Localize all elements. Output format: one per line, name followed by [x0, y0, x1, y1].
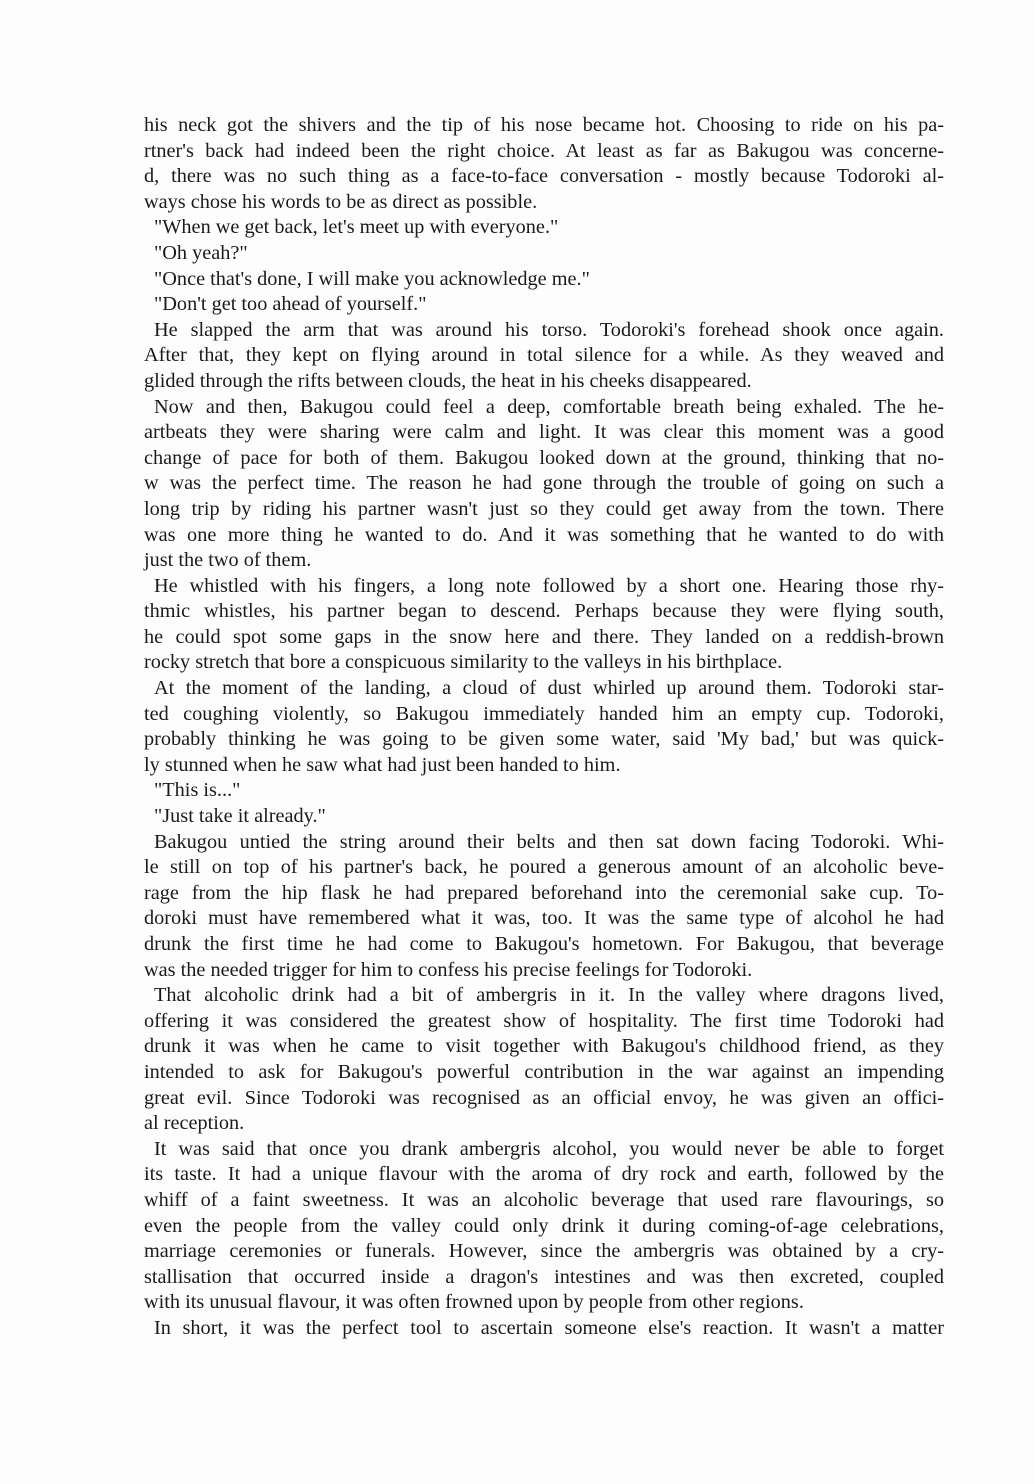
text-line: Now and then, Bakugou could feel a deep, comfortable breath being exhaled. The he-: [154, 395, 944, 418]
text-line: rage from the hip flask he had prepared beforehand into the ceremonial sake cup. To-: [144, 881, 944, 904]
text-line: al reception.: [144, 1112, 245, 1135]
text-line: le still on top of his partner's back, he poured a generous amount of an alcoholic beve-: [144, 856, 944, 879]
text-line: Bakugou untied the string around their belts and then sat down facing Todoroki. Whi-: [154, 830, 944, 853]
text-line: "Just take it already.": [154, 805, 326, 828]
text-line: That alcoholic drink had a bit of ambergris in it. In the valley where dragons lived,: [154, 984, 944, 1007]
text-line: "When we get back, let's meet up with everyone.": [154, 216, 559, 239]
text-line: great evil. Since Todoroki was recognised as an official envoy, he was given an offici-: [144, 1086, 944, 1109]
text-line: was the needed trigger for him to confess his precise feelings for Todoroki.: [144, 958, 753, 981]
text-line: "Oh yeah?": [154, 241, 248, 264]
text-line: marriage ceremonies or funerals. However, since the ambergris was obtained by a cry-: [144, 1240, 944, 1263]
text-line: change of pace for both of them. Bakugou looked down at the ground, thinking that no-: [144, 446, 944, 469]
text-line: "Don't get too ahead of yourself.": [154, 293, 427, 316]
text-line: "Once that's done, I will make you acknowledge me.": [154, 267, 590, 290]
text-line: He whistled with his fingers, a long note followed by a short one. Hearing those rhy-: [154, 574, 944, 597]
text-line: offering it was considered the greatest show of hospitality. The first time Todoroki had: [144, 1009, 944, 1032]
text-line: ly stunned when he saw what had just been handed to him.: [144, 753, 621, 776]
text-line: drunk it was when he came to visit together with Bakugou's childhood friend, as they: [144, 1035, 944, 1058]
text-line: just the two of them.: [144, 549, 312, 572]
text-line: stallisation that occurred inside a dragon's intestines and was then excreted, coupled: [144, 1265, 944, 1288]
text-line: "This is...": [154, 779, 241, 802]
text-line: In short, it was the perfect tool to ascertain someone else's reaction. It wasn't a matter: [154, 1316, 944, 1339]
text-line: probably thinking he was going to be given some water, said 'My bad,' but was quick-: [144, 728, 944, 751]
text-line: intended to ask for Bakugou's powerful contribution in the war against an impending: [144, 1060, 944, 1083]
text-line: its taste. It had a unique flavour with the aroma of dry rock and earth, followed by the: [144, 1163, 944, 1186]
text-line: rtner's back had indeed been the right choice. At least as far as Bakugou was concerne-: [144, 139, 944, 162]
text-line: doroki must have remembered what it was, too. It was the same type of alcohol he had: [144, 907, 944, 930]
text-line: he could spot some gaps in the snow here and there. They landed on a reddish-brown: [144, 625, 944, 648]
text-line: glided through the rifts between clouds, the heat in his cheeks disappeared.: [144, 369, 752, 392]
text-line: thmic whistles, his partner began to descend. Perhaps because they were flying south,: [144, 600, 944, 623]
text-line: It was said that once you drank ambergris alcohol, you would never be able to forget: [154, 1137, 944, 1160]
text-line: ways chose his words to be as direct as possible.: [144, 190, 538, 213]
text-line: drunk the first time he had come to Bakugou's hometown. For Bakugou, that beverage: [144, 933, 944, 955]
text-line: rocky stretch that bore a conspicuous similarity to the valleys in his birthplace.: [144, 651, 783, 674]
text-line: whiff of a faint sweetness. It was an alcoholic beverage that used rare flavourings, so: [144, 1188, 944, 1211]
text-line: with its unusual flavour, it was often frowned upon by people from other regions.: [144, 1291, 804, 1314]
text-line: his neck got the shivers and the tip of his nose became hot. Choosing to ride on his pa-: [144, 114, 944, 136]
text-line: He slapped the arm that was around his torso. Todoroki's forehead shook once again.: [154, 318, 944, 341]
text-line: w was the perfect time. The reason he had gone through the trouble of going on such a: [144, 472, 944, 495]
text-line: After that, they kept on flying around in total silence for a while. As they weaved and: [144, 344, 944, 367]
text-line: d, there was no such thing as a face-to-face conversation - mostly because Todoroki al-: [144, 165, 944, 188]
body-text: [144, 113, 944, 1342]
text-line: was one more thing he wanted to do. And it was something that he wanted to do with: [144, 523, 944, 546]
text-line: even the people from the valley could only drink it during coming-of-age celebrations,: [144, 1214, 944, 1237]
text-line: artbeats they were sharing were calm and light. It was clear this moment was a good: [144, 421, 944, 444]
text-line: At the moment of the landing, a cloud of dust whirled up around them. Todoroki star-: [154, 677, 944, 700]
text-line: long trip by riding his partner wasn't just so they could get away from the town. There: [144, 497, 944, 520]
text-line: ted coughing violently, so Bakugou immediately handed him an empty cup. Todoroki,: [144, 702, 944, 725]
